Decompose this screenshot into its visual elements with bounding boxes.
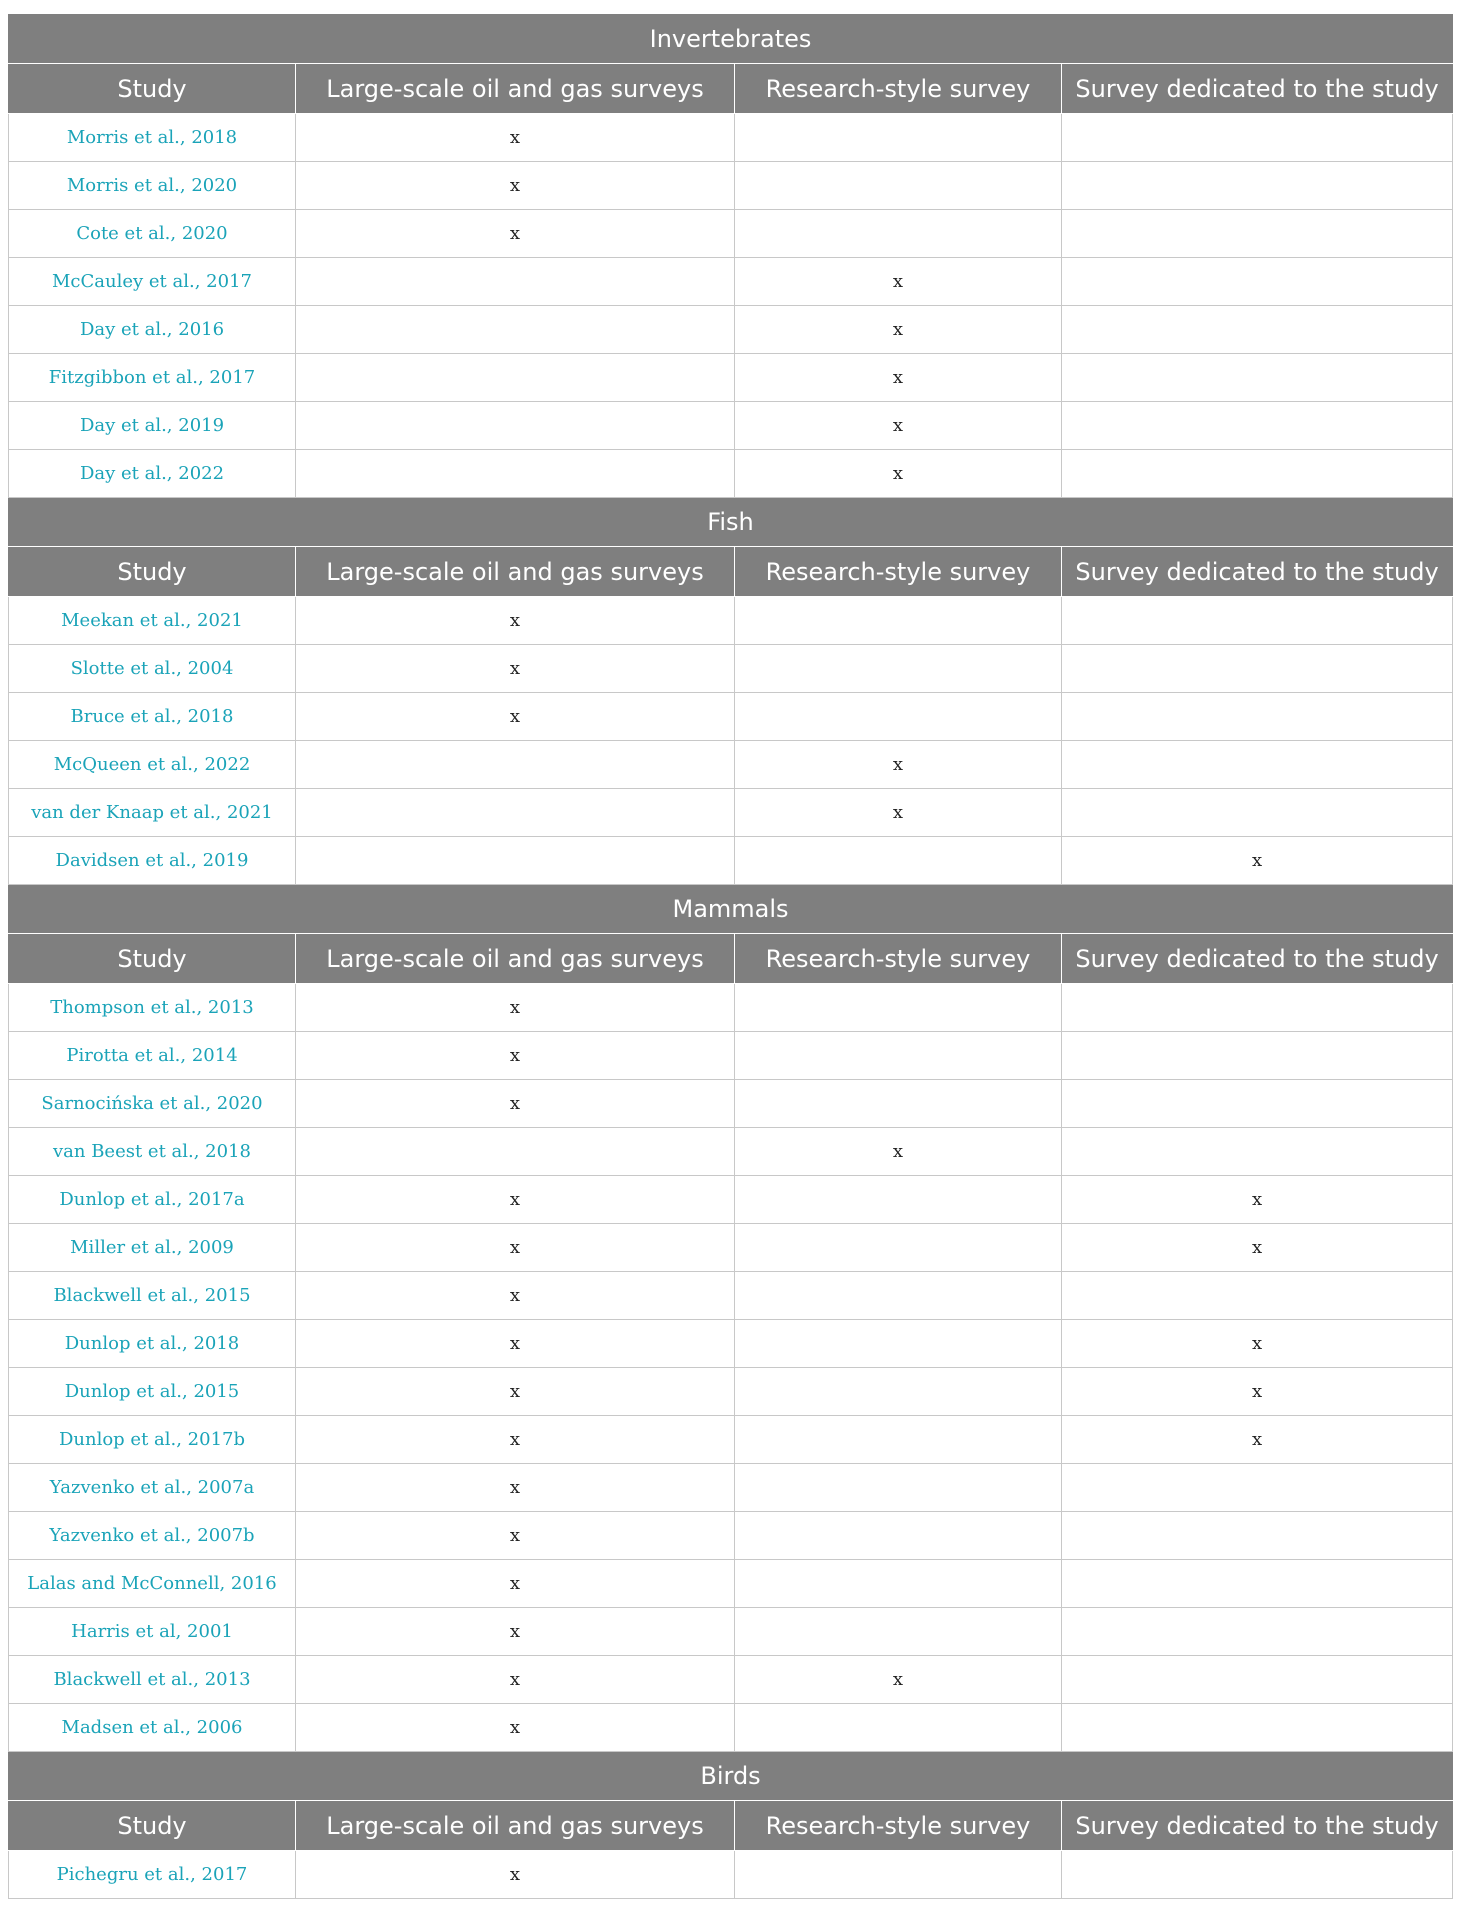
dedicated-cell [1062,984,1453,1032]
study-link[interactable]: Dunlop et al., 2015 [9,1368,296,1416]
column-header-dedicated: Survey dedicated to the study [1062,64,1453,114]
table-row [9,1368,1453,1416]
large-scale-cell: x [296,1608,735,1656]
dedicated-cell: x [1062,837,1453,885]
column-header-research-style: Research-style survey [735,934,1062,984]
study-link[interactable]: Cote et al., 2020 [9,210,296,258]
large-scale-cell [296,789,735,837]
study-link[interactable]: McCauley et al., 2017 [9,258,296,306]
column-header-row [9,64,1453,114]
large-scale-cell: x [296,1416,735,1464]
dedicated-cell [1062,258,1453,306]
dedicated-cell [1062,597,1453,645]
large-scale-cell: x [296,1704,735,1752]
dedicated-cell [1062,1512,1453,1560]
research-style-cell: x [735,258,1062,306]
column-header-row [9,547,1453,597]
research-style-cell [735,1320,1062,1368]
table-row [9,1608,1453,1656]
large-scale-cell: x [296,1080,735,1128]
large-scale-cell: x [296,1032,735,1080]
large-scale-cell: x [296,693,735,741]
research-style-cell [735,1512,1062,1560]
large-scale-cell: x [296,645,735,693]
study-link[interactable]: Fitzgibbon et al., 2017 [9,354,296,402]
research-style-cell [735,693,1062,741]
study-link[interactable]: Blackwell et al., 2013 [9,1656,296,1704]
table-row [9,1851,1453,1899]
large-scale-cell: x [296,1176,735,1224]
large-scale-cell [296,306,735,354]
table-row [9,210,1453,258]
dedicated-cell [1062,1080,1453,1128]
column-header-research-style: Research-style survey [735,1801,1062,1851]
column-header-large-scale: Large-scale oil and gas surveys [296,1801,735,1851]
table-row [9,645,1453,693]
study-link[interactable]: Davidsen et al., 2019 [9,837,296,885]
table-row [9,837,1453,885]
research-style-cell [735,645,1062,693]
survey-type-table-container [8,14,1452,1910]
research-style-cell: x [735,402,1062,450]
dedicated-cell [1062,354,1453,402]
study-link[interactable]: Madsen et al., 2006 [9,1704,296,1752]
study-link[interactable]: Pirotta et al., 2014 [9,1032,296,1080]
study-link[interactable]: Dunlop et al., 2017a [9,1176,296,1224]
table-row [9,984,1453,1032]
study-link[interactable]: Slotte et al., 2004 [9,645,296,693]
dedicated-cell [1062,1032,1453,1080]
study-link[interactable]: McQueen et al., 2022 [9,741,296,789]
dedicated-cell [1062,1128,1453,1176]
study-link[interactable]: Dunlop et al., 2018 [9,1320,296,1368]
dedicated-cell [1062,1272,1453,1320]
group-title: Birds [9,1752,1453,1801]
large-scale-cell: x [296,984,735,1032]
dedicated-cell [1062,1464,1453,1512]
dedicated-cell: x [1062,1368,1453,1416]
column-header-dedicated: Survey dedicated to the study [1062,1801,1453,1851]
research-style-cell [735,162,1062,210]
table-row [9,693,1453,741]
dedicated-cell [1062,114,1453,162]
dedicated-cell: x [1062,1416,1453,1464]
large-scale-cell: x [296,1512,735,1560]
table-row [9,1032,1453,1080]
study-link[interactable]: Dunlop et al., 2017b [9,1416,296,1464]
table-row [9,1656,1453,1704]
column-header-research-style: Research-style survey [735,547,1062,597]
table-row [9,306,1453,354]
large-scale-cell: x [296,1656,735,1704]
large-scale-cell: x [296,1464,735,1512]
table-row [9,402,1453,450]
table-row [9,741,1453,789]
table-row [9,1464,1453,1512]
column-header-study: Study [9,547,296,597]
large-scale-cell: x [296,1272,735,1320]
research-style-cell [735,1080,1062,1128]
large-scale-cell: x [296,162,735,210]
research-style-cell [735,1272,1062,1320]
table-row [9,1128,1453,1176]
large-scale-cell [296,837,735,885]
dedicated-cell [1062,693,1453,741]
dedicated-cell [1062,1560,1453,1608]
dedicated-cell [1062,210,1453,258]
research-style-cell: x [735,354,1062,402]
research-style-cell [735,1464,1062,1512]
table-row [9,1272,1453,1320]
large-scale-cell: x [296,1368,735,1416]
study-link[interactable]: Day et al., 2016 [9,306,296,354]
dedicated-cell [1062,402,1453,450]
study-link[interactable]: Harris et al, 2001 [9,1608,296,1656]
table-row [9,1704,1453,1752]
study-link[interactable]: Yazvenko et al., 2007a [9,1464,296,1512]
column-header-dedicated: Survey dedicated to the study [1062,934,1453,984]
large-scale-cell: x [296,1224,735,1272]
research-style-cell [735,837,1062,885]
research-style-cell [735,1416,1062,1464]
research-style-cell: x [735,306,1062,354]
dedicated-cell [1062,1851,1453,1899]
dedicated-cell [1062,306,1453,354]
research-style-cell: x [735,741,1062,789]
group-header-row [9,1752,1453,1801]
column-header-research-style: Research-style survey [735,64,1062,114]
study-link[interactable]: Day et al., 2019 [9,402,296,450]
study-link[interactable]: van Beest et al., 2018 [9,1128,296,1176]
large-scale-cell [296,450,735,498]
research-style-cell [735,597,1062,645]
study-link[interactable]: Yazvenko et al., 2007b [9,1512,296,1560]
study-link[interactable]: Day et al., 2022 [9,450,296,498]
research-style-cell [735,1608,1062,1656]
group-title: Mammals [9,885,1453,934]
dedicated-cell: x [1062,1176,1453,1224]
survey-type-table [8,14,1453,1899]
large-scale-cell: x [296,1560,735,1608]
table-row [9,258,1453,306]
table-row [9,162,1453,210]
table-row [9,1512,1453,1560]
study-link[interactable]: Thompson et al., 2013 [9,984,296,1032]
research-style-cell [735,1560,1062,1608]
large-scale-cell: x [296,1320,735,1368]
table-row [9,1224,1453,1272]
study-link[interactable]: Sarnocińska et al., 2020 [9,1080,296,1128]
study-link[interactable]: Pichegru et al., 2017 [9,1851,296,1899]
research-style-cell [735,1224,1062,1272]
table-row [9,597,1453,645]
dedicated-cell [1062,741,1453,789]
large-scale-cell: x [296,1851,735,1899]
study-link[interactable]: Morris et al., 2018 [9,114,296,162]
study-link[interactable]: Bruce et al., 2018 [9,693,296,741]
table-row [9,1560,1453,1608]
table-row [9,114,1453,162]
dedicated-cell: x [1062,1224,1453,1272]
study-link[interactable]: Morris et al., 2020 [9,162,296,210]
dedicated-cell [1062,1704,1453,1752]
research-style-cell [735,210,1062,258]
research-style-cell [735,114,1062,162]
research-style-cell: x [735,1128,1062,1176]
dedicated-cell [1062,162,1453,210]
large-scale-cell [296,258,735,306]
column-header-large-scale: Large-scale oil and gas surveys [296,547,735,597]
table-row [9,1176,1453,1224]
research-style-cell [735,1851,1062,1899]
column-header-study: Study [9,934,296,984]
dedicated-cell [1062,1656,1453,1704]
table-row [9,789,1453,837]
study-link[interactable]: Miller et al., 2009 [9,1224,296,1272]
group-title: Invertebrates [9,15,1453,64]
study-link[interactable]: van der Knaap et al., 2021 [9,789,296,837]
study-link[interactable]: Lalas and McConnell, 2016 [9,1560,296,1608]
large-scale-cell [296,354,735,402]
study-link[interactable]: Blackwell et al., 2015 [9,1272,296,1320]
research-style-cell: x [735,1656,1062,1704]
survey-type-table-body [9,15,1453,1899]
research-style-cell [735,984,1062,1032]
large-scale-cell: x [296,597,735,645]
group-header-row [9,15,1453,64]
group-header-row [9,885,1453,934]
dedicated-cell [1062,1608,1453,1656]
dedicated-cell [1062,450,1453,498]
study-link[interactable]: Meekan et al., 2021 [9,597,296,645]
column-header-large-scale: Large-scale oil and gas surveys [296,64,735,114]
research-style-cell [735,1368,1062,1416]
research-style-cell [735,1032,1062,1080]
large-scale-cell [296,1128,735,1176]
table-row [9,354,1453,402]
research-style-cell [735,1176,1062,1224]
table-row [9,450,1453,498]
dedicated-cell [1062,645,1453,693]
table-row [9,1080,1453,1128]
dedicated-cell: x [1062,1320,1453,1368]
table-row [9,1416,1453,1464]
research-style-cell [735,1704,1062,1752]
column-header-row [9,934,1453,984]
large-scale-cell: x [296,114,735,162]
column-header-row [9,1801,1453,1851]
group-header-row [9,498,1453,547]
large-scale-cell [296,402,735,450]
large-scale-cell [296,741,735,789]
research-style-cell: x [735,789,1062,837]
column-header-study: Study [9,64,296,114]
research-style-cell: x [735,450,1062,498]
dedicated-cell [1062,789,1453,837]
large-scale-cell: x [296,210,735,258]
column-header-large-scale: Large-scale oil and gas surveys [296,934,735,984]
column-header-dedicated: Survey dedicated to the study [1062,547,1453,597]
table-row [9,1320,1453,1368]
group-title: Fish [9,498,1453,547]
column-header-study: Study [9,1801,296,1851]
